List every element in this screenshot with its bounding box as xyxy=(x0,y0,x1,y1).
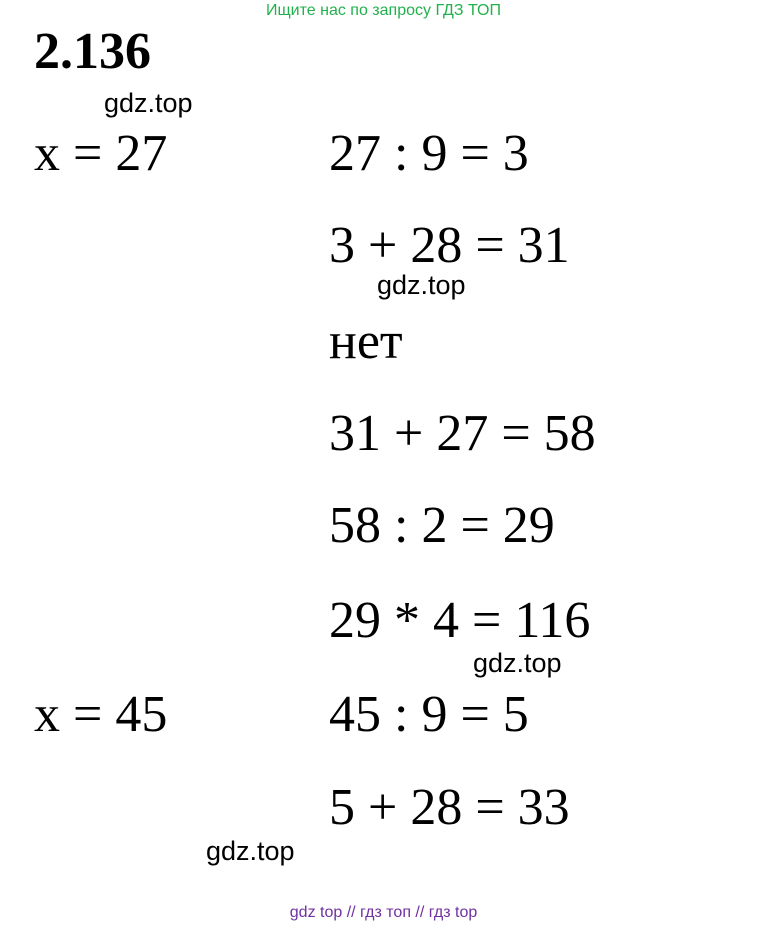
solution-line: 45 : 9 = 5 xyxy=(329,686,529,743)
watermark: gdz.top xyxy=(377,270,466,300)
case-x-45: x = 45 xyxy=(34,686,168,743)
watermark: gdz.top xyxy=(104,88,193,118)
solution-line: 27 : 9 = 3 xyxy=(329,125,529,182)
solution-line: 3 + 28 = 31 xyxy=(329,217,570,274)
solution-line: 58 : 2 = 29 xyxy=(329,497,555,554)
solution-line: нет xyxy=(329,313,403,370)
footer-links[interactable]: gdz top // гдз топ // гдз top xyxy=(289,904,478,921)
search-banner[interactable]: Ищите нас по запросу ГДЗ ТОП xyxy=(266,2,501,19)
exercise-number: 2.136 xyxy=(34,23,151,80)
watermark: gdz.top xyxy=(473,648,562,678)
case-x-27: x = 27 xyxy=(34,125,168,182)
solution-line: 31 + 27 = 58 xyxy=(329,405,596,462)
solution-line: 29 * 4 = 116 xyxy=(329,592,591,649)
solution-line: 5 + 28 = 33 xyxy=(329,779,570,836)
watermark: gdz.top xyxy=(206,836,295,866)
